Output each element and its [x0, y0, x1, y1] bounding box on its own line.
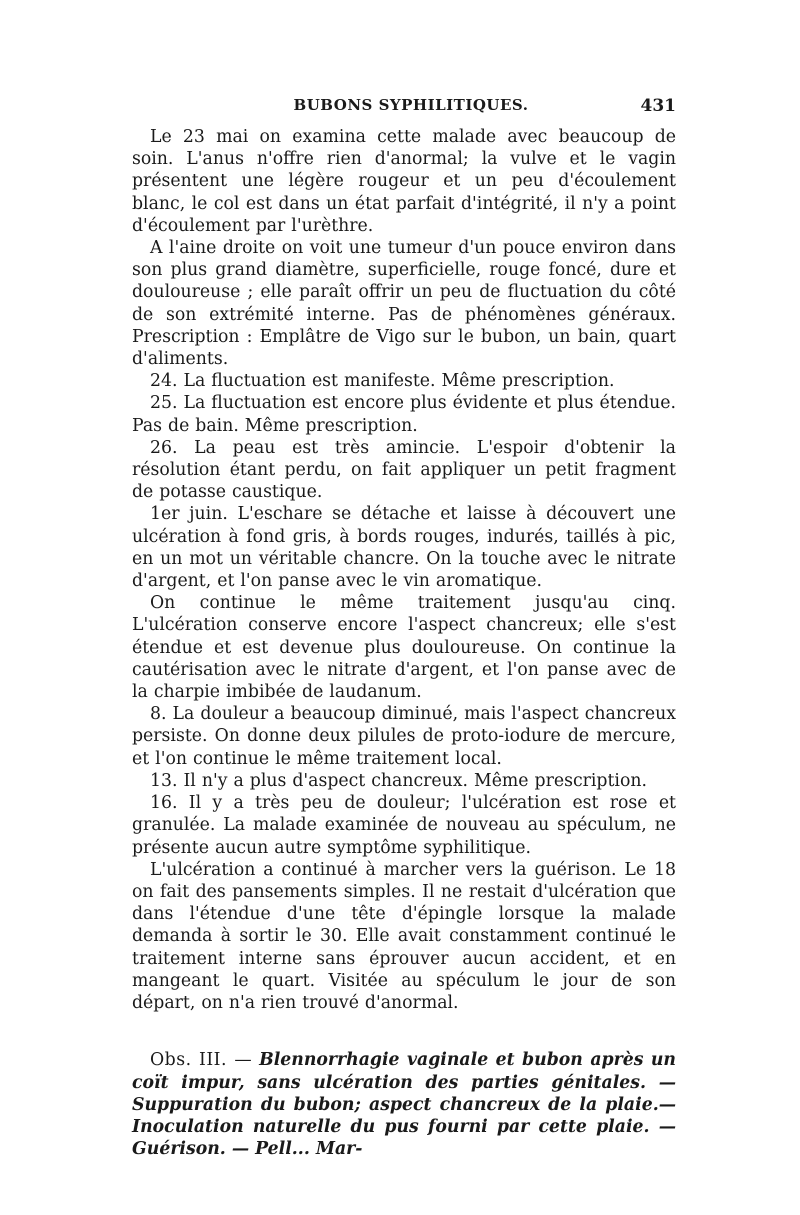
page-header — [132, 96, 676, 122]
observation-heading — [132, 1049, 676, 1160]
paragraph: L'ulcération a continué à marcher vers la guérison. Le 18 on fait des pansements simples. Il ne restait d'ulcération que dans l'étendue d'une tête d'épingle lorsque la malade demanda à sortir le 30. Elle avait constamment continué le traitement interne sans éprouver aucun accident, et en mangeant le quart. Visitée au spéculum le jour de son départ, on n'a rien trouvé d'anormal. — [132, 859, 676, 1013]
section-gap — [132, 1014, 676, 1032]
observation-title: Blennorrhagie vaginale et bubon après un coït impur, sans ulcération des parties génitales. — Suppuration du bubon; aspect chancreux de la plaie.—Inoculation naturelle du pus fourni par cette plaie. — Guérison. — Pell... Mar- — [132, 1050, 676, 1160]
paragraph: 25. La fluctuation est encore plus évidente et plus étendue. Pas de bain. Même prescription. — [132, 393, 676, 436]
observation-label: Obs. III. — — [150, 1050, 253, 1071]
paragraph: 13. Il n'y a plus d'aspect chancreux. Même prescription. — [150, 770, 647, 791]
paragraph: 24. La fluctuation est manifeste. Même prescription. — [150, 371, 615, 392]
paragraph: 26. La peau est très amincie. L'espoir d'obtenir la résolution étant perdu, on fait appliquer un petit fragment de potasse caustique. — [132, 437, 676, 503]
running-title: BUBONS SYPHILITIQUES. — [293, 96, 529, 114]
page-number: 431 — [640, 96, 676, 116]
book-page — [132, 96, 676, 1178]
paragraph: 16. Il y a très peu de douleur; l'ulcération est rose et granulée. La malade examinée de nouveau au spéculum, ne présente aucun autre symptôme syphilitique. — [132, 793, 676, 858]
paragraph: On continue le même traitement jusqu'au cinq. L'ulcération conserve encore l'aspect chancreux; elle s'est étendue et est devenue plus douloureuse. On continue la cautérisation avec le nitrate d'argent, et l'on panse avec de la charpie imbibée de laudanum. — [132, 593, 676, 703]
paragraph: 1er juin. L'eschare se détache et laisse à découvert une ulcération à fond gris, à bords rouges, indurés, taillés à pic, en un mot un véritable chancre. On la touche avec le nitrate d'argent, et l'on panse avec le vin aromatique. — [132, 504, 676, 592]
paragraph: Le 23 mai on examina cette malade avec beaucoup de soin. L'anus n'offre rien d'anormal; la vulve et le vagin présentent une légère rougeur et un peu d'écoulement blanc, le col est dans un état parfait d'intégrité, il n'y a point d'écoulement par l'urèthre. — [132, 127, 676, 236]
paragraph: 8. La douleur a beaucoup diminué, mais l'aspect chancreux persiste. On donne deux pilules de proto-iodure de mercure, et l'on continue le même traitement local. — [132, 704, 676, 769]
paragraph: A l'aine droite on voit une tumeur d'un pouce environ dans son plus grand diamètre, superficielle, rouge foncé, dure et douloureuse ; elle paraît offrir un peu de fluctuation du côté de son extrémité interne. Pas de phénomènes généraux. Prescription : Emplâtre de Vigo sur le bubon, un bain, quart d'aliments. — [132, 238, 676, 370]
